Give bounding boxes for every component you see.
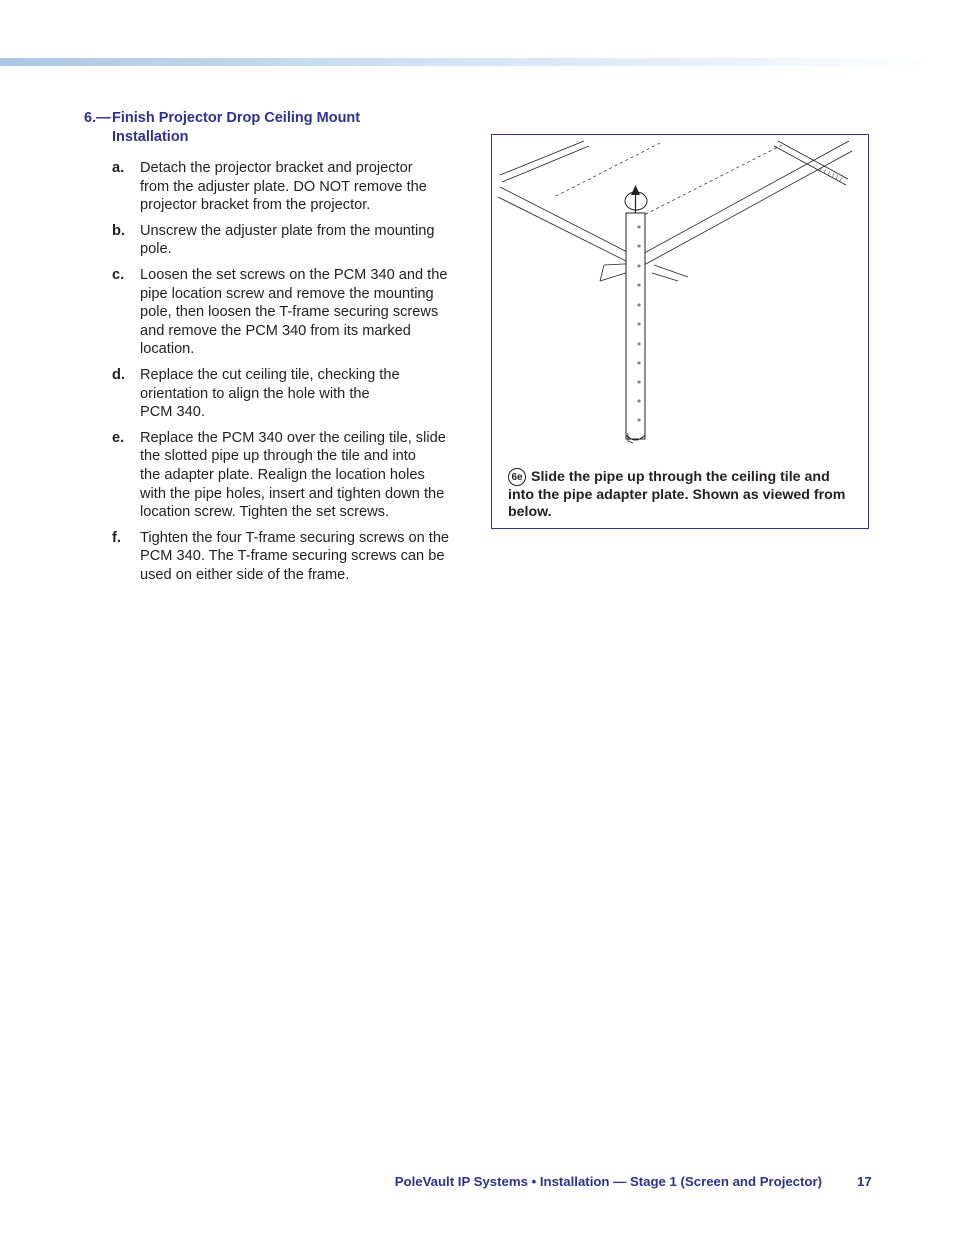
substep-e xyxy=(112,429,467,522)
substep-letter: b. xyxy=(112,222,125,239)
figure-box xyxy=(491,134,869,529)
step-title-line1: Finish Projector Drop Ceiling Mount xyxy=(112,110,361,126)
stub-line xyxy=(600,265,604,281)
t-bar-line xyxy=(500,141,584,175)
substep-text: Loosen the set screws on the PCM 340 and the pipe location screw and remove the mounting pole, then loosen the T-frame securing screws and remove the PCM 340 from its marked location. xyxy=(140,266,448,358)
substep-text: Unscrew the adjuster plate from the mounting pole. xyxy=(140,222,435,258)
substep-list xyxy=(112,159,467,591)
substep-f xyxy=(112,529,467,585)
substep-text: Detach the projector bracket and projector from the adjuster plate. DO NOT remove the projector bracket from the projector. xyxy=(140,160,427,214)
dashed-edge xyxy=(644,145,782,215)
substep-text: Replace the PCM 340 over the ceiling tile, slide the slotted pipe up through the tile and into the adapter plate. Realign the location holes with the pipe holes, insert and tighten down the location screw. Tighten the set screws. xyxy=(140,429,446,521)
step-heading xyxy=(84,109,444,147)
substep-letter: a. xyxy=(112,160,125,176)
step-title-line2: Installation xyxy=(112,129,189,145)
substep-letter: f. xyxy=(112,529,121,546)
substep-text: Tighten the four T-frame securing screws on the PCM 340. The T-frame securing screws can be used on either side of the frame. xyxy=(140,529,450,583)
substep-b xyxy=(112,222,467,259)
pipe xyxy=(626,213,645,443)
ceiling-pipe-illustration xyxy=(492,135,867,460)
figure-badge: 6e xyxy=(508,468,526,486)
step-number: 6.— xyxy=(84,110,111,126)
runner-line xyxy=(498,197,630,263)
substep-letter: e. xyxy=(112,429,125,446)
figure-caption-text: Slide the pipe up through the ceiling tile and into the pipe adapter plate. Shown as viewed from below. xyxy=(508,469,846,520)
t-bar-line xyxy=(774,146,846,185)
header-gradient-bar xyxy=(0,58,930,66)
t-bar-line xyxy=(502,146,589,182)
dashed-edge xyxy=(554,143,660,197)
substep-text: Replace the cut ceiling tile, checking the orientation to align the hole with the PCM 340. xyxy=(140,366,400,421)
substep-letter: d. xyxy=(112,366,125,383)
figure-caption xyxy=(508,468,858,522)
substep-a xyxy=(112,159,467,215)
footer-title: PoleVault IP Systems • Installation — Stage 1 (Screen and Projector) xyxy=(394,1174,822,1189)
substep-c xyxy=(112,266,467,359)
substep-letter: c. xyxy=(112,266,125,283)
stub-line xyxy=(652,273,678,281)
runner-line xyxy=(500,187,637,257)
substep-d xyxy=(112,366,467,422)
runner-line xyxy=(637,141,849,257)
page-number: 17 xyxy=(857,1174,872,1189)
page-footer xyxy=(0,1174,954,1194)
runner-line xyxy=(644,151,852,265)
t-bar-line xyxy=(778,141,848,179)
